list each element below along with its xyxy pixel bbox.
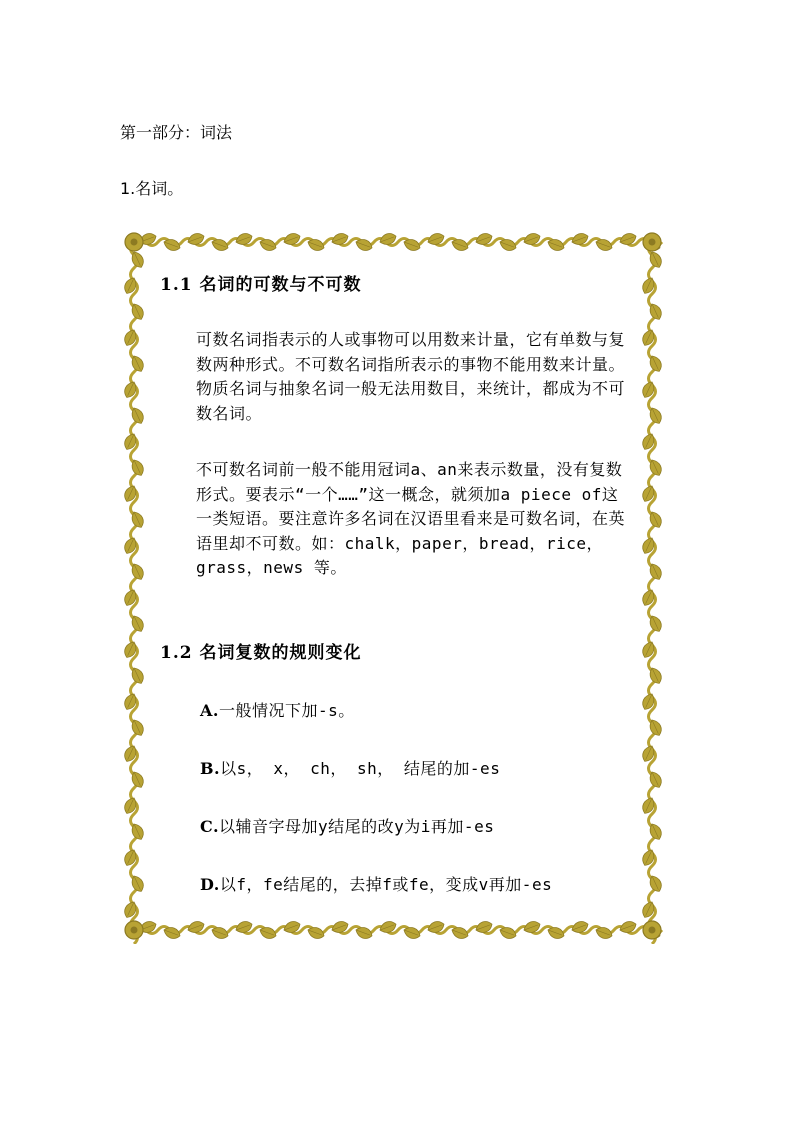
part-title: 第一部分：词法: [120, 123, 233, 142]
rule-a: [200, 698, 355, 721]
rule-b: [200, 756, 500, 779]
rule-c: [200, 814, 494, 837]
rule-key: A.: [200, 701, 219, 720]
heading-countable: 1.1 名词的可数与不可数: [160, 275, 362, 295]
rule-text: 一般情况下加-s。: [218, 701, 355, 720]
section-title: 1.名词。: [120, 179, 184, 198]
rule-text: 以s， x， ch， sh， 结尾的加-es: [220, 759, 501, 778]
rule-key: C.: [200, 817, 220, 836]
frame-content: [120, 228, 666, 944]
rule-text: 以辅音字母加y结尾的改y为i再加-es: [219, 817, 495, 836]
rule-text: 以f，fe结尾的，去掉f或fe，变成v再加-es: [219, 875, 553, 894]
heading-plural-rules: 1.2 名词复数的规则变化: [160, 643, 362, 663]
rule-key: B.: [200, 759, 221, 778]
paragraph-uncountable: 不可数名词前一般不能用冠词a、an来表示数量，没有复数形式。要表示“一个……”这一概念，就须加a piece of这一类短语。要注意许多名词在汉语里看来是可数名词，在英语里却不可数。如：chalk，paper，bread，rice，grass，news 等。: [196, 460, 626, 577]
rule-d: [200, 872, 552, 895]
decorative-frame: [120, 228, 666, 944]
rule-key: D.: [200, 875, 220, 894]
paragraph-countable: 可数名词指表示的人或事物可以用数来计量，它有单数与复数两种形式。不可数名词指所表示的事物不能用数来计量。物质名词与抽象名词一般无法用数目，来统计，都成为不可数名词。: [196, 330, 626, 423]
